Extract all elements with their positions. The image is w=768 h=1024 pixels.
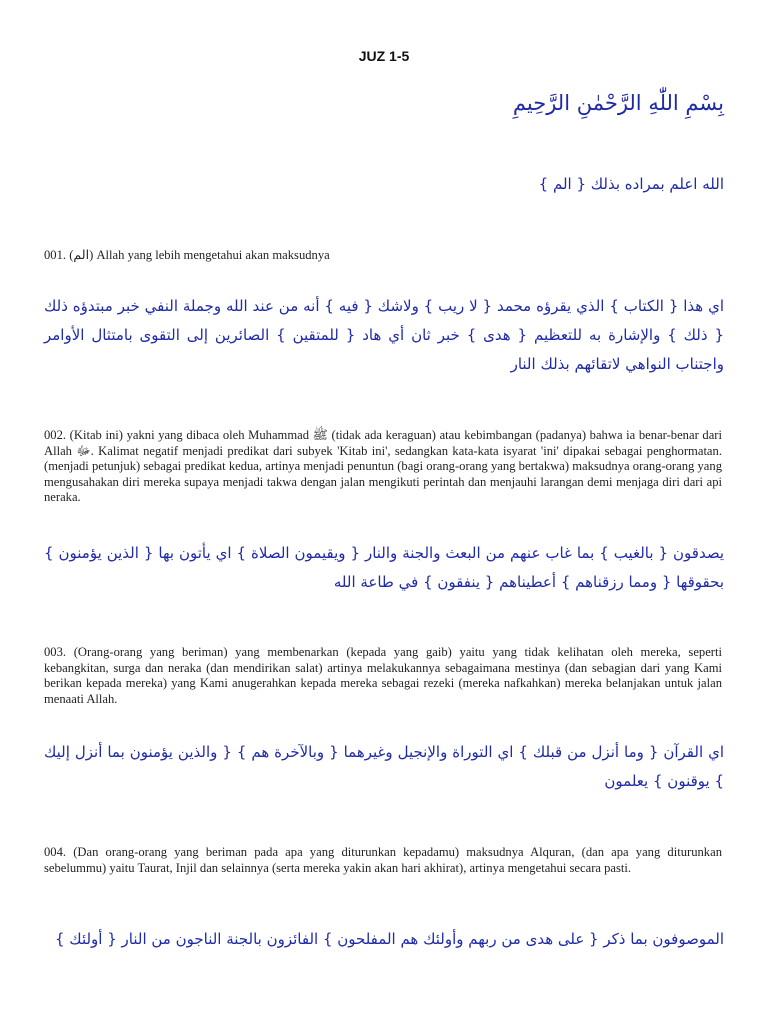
arabic-tafsir-004: اي القرآن { وما أنزل من قبلك } اي التوراة والإنجيل وغيرهما { وبالآخرة هم } { والذين يؤمنون بما أنزل إليك } يوقنون } يعلمون [44,743,724,790]
basmala: بِسْمِ اللّٰهِ الرَّحْمٰنِ الرَّحِيمِ [512,91,724,115]
page-title: JUZ 1-5 [358,48,410,64]
arabic-tafsir-003: يصدقون { بالغيب } بما غاب عنهم من البعث والجنة والنار { ويقيمون الصلاة } اي يأتون بها { الذين يؤمنون } بحقوقها { ومما رزقناهم } أعطيناهم { ينفقون } في طاعة الله [44,544,724,591]
arabic-muqaddimah: الله اعلم بمراده بذلك { الم } [538,175,724,193]
translation-003: 003. (Orang-orang yang beriman) yang membenarkan (kepada yang gaib) yaitu yang tidak kelihatan oleh mereka, seperti kebangkitan, surga dan neraka (dan mendirikan salat) artinya melakukannya sebagaimana mestinya (dan sebagian dari yang Kami berikan kepada mereka) yang Kami anugerahkan kepada mereka sebagai rezeki (mereka nafkahkan) mereka belanjakan untuk jalan menaati Allah. [44,645,722,706]
translation-001: 001. (الم) Allah yang lebih mengetahui akan maksudnya [44,248,330,262]
translation-004: 004. (Dan orang-orang yang beriman pada apa yang diturunkan kepadamu) maksudnya Alquran, (dan apa yang diturunkan sebelummu) yaitu Taurat, Injil dan selainnya (serta mereka yakin akan hari akhirat), artinya mengetahui secara pasti. [44,845,722,875]
translation-002: 002. (Kitab ini) yakni yang dibaca oleh Muhammad ﷺ (tidak ada keraguan) atau kebimbangan (padanya) bahwa ia benar-benar dari Allah ﷻ. Kalimat negatif menjadi predikat dari subyek 'Kitab ini', sedangkan kata-kata isyarat 'ini' dipakai sebagai penghormatan. (menjadi petunjuk) sebagai predikat kedua, artinya menjadi penuntun (bagi orang-orang yang bertakwa) maksudnya orang-orang yang mengusahakan diri mereka supaya menjadi takwa dengan jalan mengikuti perintah dan menjauhi larangan demi menjaga diri dari api neraka. [44,428,722,504]
arabic-tafsir-005: الموصوفون بما ذكر { على هدى من ربهم وأولئك هم المفلحون } الفائزون بالجنة الناجون من النار { أولئك } [55,930,724,948]
arabic-tafsir-002: اي هذا { الكتاب } الذي يقرؤه محمد { لا ريب } ولاشك { فيه } أنه من عند الله وجملة النفي خبر مبتدؤه ذلك { ذلك } والإشارة به للتعظيم { هدى } خبر ثان أي هاد { للمتقين } الصائرين إلى التقوى بامتثال الأوامر واجتناب النواهي لاتقائهم بذلك النار [44,297,724,373]
